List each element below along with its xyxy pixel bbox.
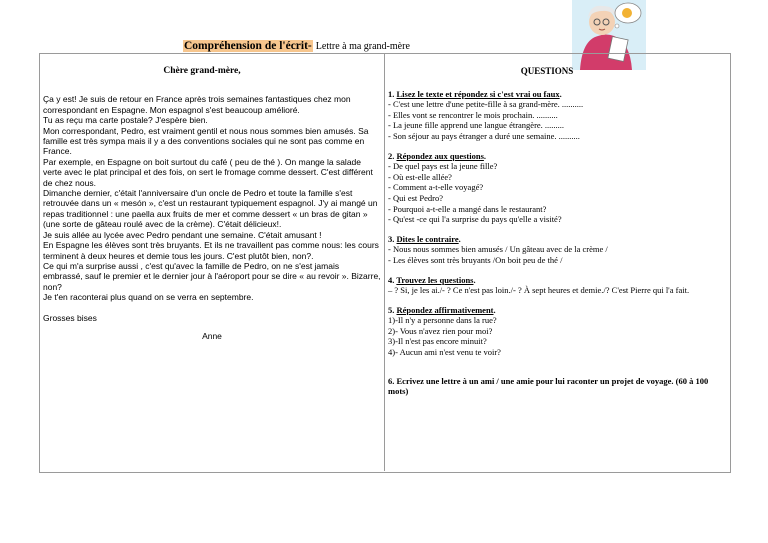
question-item: - Où est-elle allée? [388,171,452,182]
letter-paragraph: Tu as reçu ma carte postale? J'espère bien. [43,115,208,126]
section-2-heading: 2. Répondez aux questions. [388,150,487,161]
letter-paragraph: Je suis allée au lycée avec Pedro pendant une semaine. C'était amusant ! [43,229,322,240]
question-item: - Qu'est -ce qui l'a surprise du pays qu'elle a visité? [388,214,562,225]
letter-paragraph: Ça y est! Je suis de retour en France après trois semaines fantastiques chez mon correspondant en Espagne. Mon espagnol s'est beaucoup amélioré. [43,94,351,115]
section-3-heading: 3. Dites le contraire. [388,233,461,244]
section-5-heading: 5. Répondez affirmativement. [388,304,496,315]
question-item: - La jeune fille apprend une langue étrangère. ......... [388,120,565,131]
column-divider [384,53,385,471]
letter-paragraph: Mon correspondant, Pedro, est vraiment gentil et nous nous sommes bien amusés. Sa famille est très sympa mais il y a des conventions sociales qui ne sont pas comme en France. [43,125,369,157]
section-1-heading: 1. Lisez le texte et répondez si c'est vrai ou faux. [388,88,562,99]
letter-paragraph: Ce qui m'a surprise aussi , c'est qu'avec la famille de Pedro, on ne s'est jamais embrassé, sauf le premier et le dernier jour à l'aéroport pour se dire « au revoir ». Bizarre, non? [43,260,381,292]
title-highlight: Compréhension de l'écrit- [184,40,312,52]
questions-column [388,66,726,397]
letter-paragraph: En Espagne les élèves sont très bruyants. Et ils ne travaillent pas comme nous: les cours terminent à deux heures et demie tous les jours. C'est plutôt bien, non?. [43,240,379,261]
letter-column [43,66,381,341]
letter-paragraph: Je t'en raconterai plus quand on se verra en septembre. [43,292,254,303]
letter-signature: Anne [202,330,222,341]
question-item: - Nous nous sommes bien amusés / Un gâteau avec de la crème / [388,244,608,255]
question-item: 4)- Aucun ami n'est venu te voir? [388,347,501,358]
question-item: - Les élèves sont très bruyants /On boit peu de thé / [388,254,563,265]
question-item: 2)- Vous n'avez rien pour moi? [388,325,493,336]
question-item: - Son séjour au pays étranger a duré une semaine. .......... [388,130,580,141]
letter-greeting: Chère grand-mère, [163,66,241,76]
question-item: - De quel pays est la jeune fille? [388,161,498,172]
questions-heading: QUESTIONS [520,66,574,76]
letter-paragraph: Par exemple, en Espagne on boit surtout du café ( peu de thé ). On mange la salade verte avec le plat principal et des fois, on sert le fromage comme dessert. C'est différent de chez nous. [43,156,373,188]
question-item: 1)-Il n'y a personne dans la rue? [388,315,497,326]
letter-paragraph: Dimanche dernier, c'était l'anniversaire d'un oncle de Pedro et toute la famille s'est retrouvée dans un « mesón », c'est un restaurant typiquement espagnol. J'y ai mangé un repas traditionnel : une paella aux fruits de mer et comme dessert « un bras de gitan » (une sorte de gâteau roulé avec de la crème). C'était délicieux!. [43,188,378,230]
question-item: - Qui est Pedro? [388,192,444,203]
question-item: - Elles vont se rencontrer le mois prochain. .......... [388,109,558,120]
question-item: 3)-Il n'est pas encore minuit? [388,336,487,347]
section-4-heading: 4. Trouvez les questions. [388,274,476,285]
question-item: - Comment a-t-elle voyagé? [388,182,484,193]
question-item: - Pourquoi a-t-elle a mangé dans le restaurant? [388,203,547,214]
letter-closing: Grosses bises [43,312,97,323]
question-item: – ? Si, je les ai./- ? Ce n'est pas loin./- ? À sept heures et demie./? C'est Pierre qui l'a fait. [388,285,690,296]
worksheet-title [183,40,410,52]
section-6-writing-task: 6. Ecrivez une lettre à un ami / une amie pour lui raconter un projet de voyage. (60 à 100 mots) [388,375,709,397]
question-item: - C'est une lettre d'une petite-fille à sa grand-mère. .......... [388,99,584,110]
worksheet-subtitle: Lettre à ma grand-mère [315,41,410,52]
